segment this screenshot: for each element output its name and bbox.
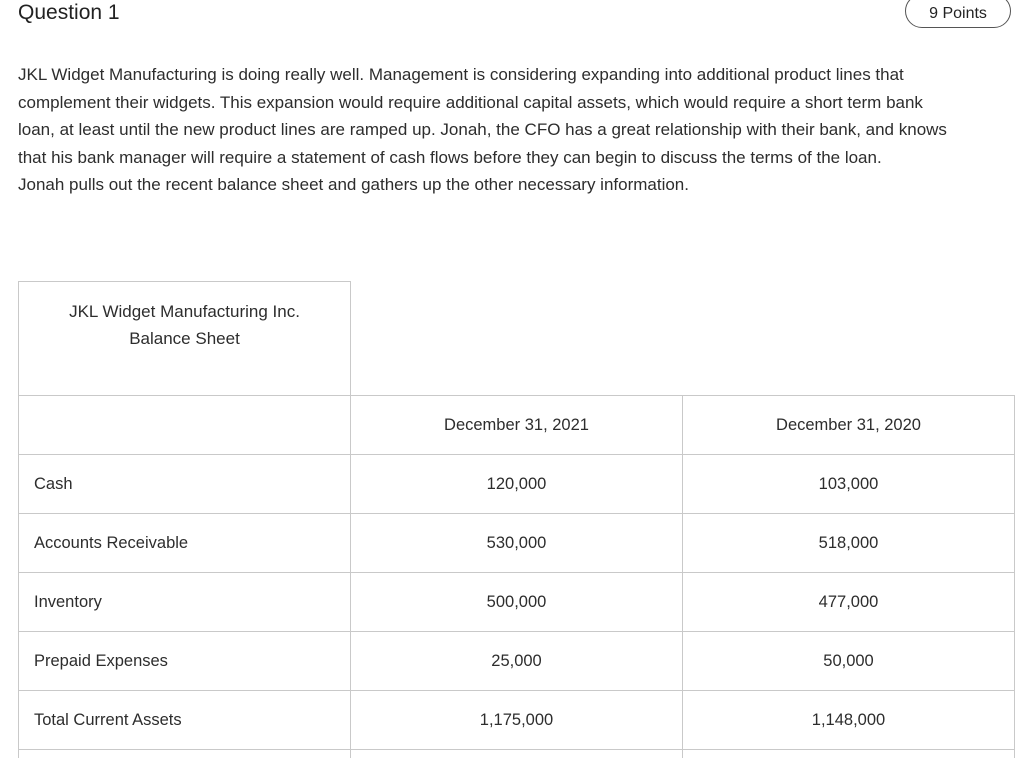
header-cell-2021: December 31, 2021 [351, 396, 683, 455]
row-label: Prepaid Expenses [19, 632, 351, 691]
value-2021: 1,175,000 [351, 691, 683, 750]
value-2020: 50,000 [683, 632, 1015, 691]
row-label: Cash [19, 455, 351, 514]
table-header-row [19, 396, 1015, 455]
value-2021: 120,000 [351, 455, 683, 514]
value-2021: 500,000 [351, 573, 683, 632]
question-text-line: complement their widgets. This expansion would require additional capital assets, which would require a short term bank [18, 92, 923, 112]
question-text [18, 61, 1018, 199]
row-label: Accounts Receivable [19, 514, 351, 573]
row-label [19, 750, 351, 758]
table-row [19, 750, 1015, 758]
header-cell-2020: December 31, 2020 [683, 396, 1015, 455]
table-row [19, 573, 1015, 632]
question-text-line: Jonah pulls out the recent balance sheet and gathers up the other necessary information. [18, 175, 689, 195]
table-row [19, 514, 1015, 573]
row-label: Total Current Assets [19, 691, 351, 750]
value-2021 [351, 750, 683, 758]
balance-sheet-table [18, 395, 1015, 758]
row-label: Inventory [19, 573, 351, 632]
company-name: JKL Widget Manufacturing Inc. [69, 302, 300, 321]
value-2021: 25,000 [351, 632, 683, 691]
value-2021: 530,000 [351, 514, 683, 573]
value-2020 [683, 750, 1015, 758]
header-cell-empty [19, 396, 351, 455]
question-text-line: that his bank manager will require a statement of cash flows before they can begin to discuss the terms of the loan. [18, 147, 882, 167]
table-row [19, 632, 1015, 691]
question-text-line: JKL Widget Manufacturing is doing really well. Management is considering expanding into additional product lines that [18, 65, 904, 84]
points-badge: 9 Points [905, 0, 1011, 28]
table-row [19, 691, 1015, 750]
value-2020: 477,000 [683, 573, 1015, 632]
question-title: Question 1 [18, 1, 120, 24]
value-2020: 1,148,000 [683, 691, 1015, 750]
value-2020: 518,000 [683, 514, 1015, 573]
balance-sheet-title: Balance Sheet [129, 329, 240, 348]
question-text-line: loan, at least until the new product lines are ramped up. Jonah, the CFO has a great relationship with their bank, and knows [18, 120, 947, 140]
table-row [19, 455, 1015, 514]
value-2020: 103,000 [683, 455, 1015, 514]
balance-sheet-title-cell [18, 281, 351, 396]
